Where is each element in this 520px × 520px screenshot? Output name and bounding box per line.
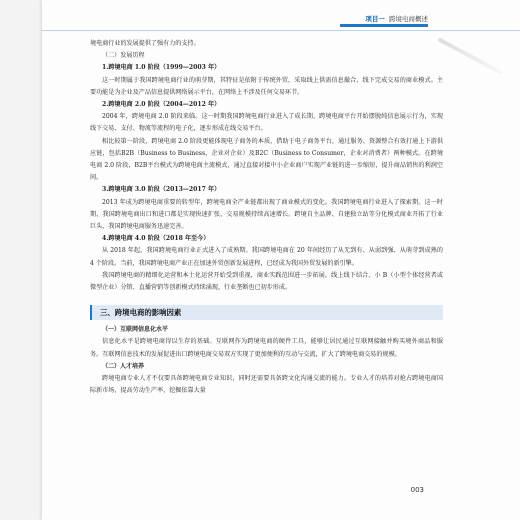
header-rule xyxy=(42,30,520,31)
pen-object xyxy=(437,37,502,74)
stage-2-title: 2.跨境电商 2.0 阶段（2004—2012 年） xyxy=(102,101,221,109)
header-title: 跨境电商概述 xyxy=(389,15,428,23)
paragraph: 境电商行业的发展提供了强有力的支持。 xyxy=(90,40,200,47)
section-heading: 三、跨境电商的影响因素 xyxy=(90,305,443,320)
paragraph: 2004 年，跨境电商 2.0 阶段来临。这一时期我国跨境电商行业进入了成长期，跨境电商平台开始摆脱纯信息展示行为，实现线下交易、支付、物流等流程的电子化，逐步形成在线交易平台。 xyxy=(90,113,443,133)
paragraph: 这一时期属于我国跨境电商行业的萌芽期，其特征是依附于传统外贸，采取线上供需信息撮合、线下完成交易的商业模式。主要功能是为企业及产品信息提供网络展示平台，在网络上不涉及任何交易环节。 xyxy=(90,76,443,96)
paragraph: 跨境电商专业人才不仅要具备跨境电商专业知识，同时还需要具备跨文化沟通交流的能力。专业人才的培养对抢占跨境电商国际新市场，提高劳动生产率，挖掘依靠大量 xyxy=(90,375,443,395)
paragraph: 信息化水平是跨境电商得以生存的基础。互联网作为跨境电商的硬件工具，能够让居民通过互联网接触并购买境外商品和服务。互联网信息技术的发展促进出口跨境电商交易双方实现了更加便利的互动与交流，扩大了跨境电商交易的规模。 xyxy=(90,338,443,358)
stage-1-title: 1.跨境电商 1.0 阶段（1999—2003 年） xyxy=(102,64,221,72)
paragraph: 从 2018 年起，我国跨境电商行业正式进入了成熟期。我国跨境电商在 20 年间经历了从无到有、从弱到强、从萌芽到成熟的 4 个阶段。当前，我国跨境电商产业正在加速外贸创新发展进程，已经成为我国外贸发展的新引擎。 xyxy=(90,247,443,267)
header-project: 项目一 xyxy=(365,15,385,23)
stage-3-title: 3.跨境电商 3.0 阶段（2013—2017 年） xyxy=(102,186,221,194)
factor-1-title: （一）互联网信息化水平 xyxy=(102,326,169,334)
paragraph: 相比较第一阶段，跨境电商 2.0 阶段更能体现电子商务的本质，借助于电子商务平台，通过服务、资源整合有效打通上下游供应链，包括B2B（Business to Business，企业对企业）及B2C（Business to Consumer，企业对消费者）两种模式。在跨境电商 2.0 阶段，B2B平台模式为跨境电商主流模式，通过直接对接中小企业商户实现产业链的进一步缩短，提升商品销售的利润空间。 xyxy=(90,137,443,182)
running-header xyxy=(365,14,428,23)
factor-2-title: （二）人才培养 xyxy=(102,362,145,370)
paragraph: 2013 年成为跨境电商重要的转型年，跨境电商全产业链都出现了商业模式的变化。我国跨境电商行业进入了探索期。这一时期，我国跨境电商出口和进口都是实现快速扩张，交易规模持续高速增长。跨境自主品牌、自建独立站等分化模式商业开拓了行业巨头，我国跨境电商服务迅速完善。 xyxy=(90,198,443,231)
subheading-history: （二）发展历程 xyxy=(102,52,145,60)
page-body xyxy=(90,38,443,397)
page-number: 003 xyxy=(410,486,424,494)
book-page xyxy=(42,0,520,520)
stage-4-title: 4.跨境电商 4.0 阶段（2018 年至今） xyxy=(102,235,210,243)
header-accent-block xyxy=(340,24,428,27)
paragraph: 我国跨境电商的精细化运营和本土化运营开始受到重视，商业实践范围进一步拓展。线上线下结合、小 B（小型个体经营者或微型企业）分销、直播营销等创新模式持续涌现，行业垄断也已初步形成。 xyxy=(90,271,443,292)
